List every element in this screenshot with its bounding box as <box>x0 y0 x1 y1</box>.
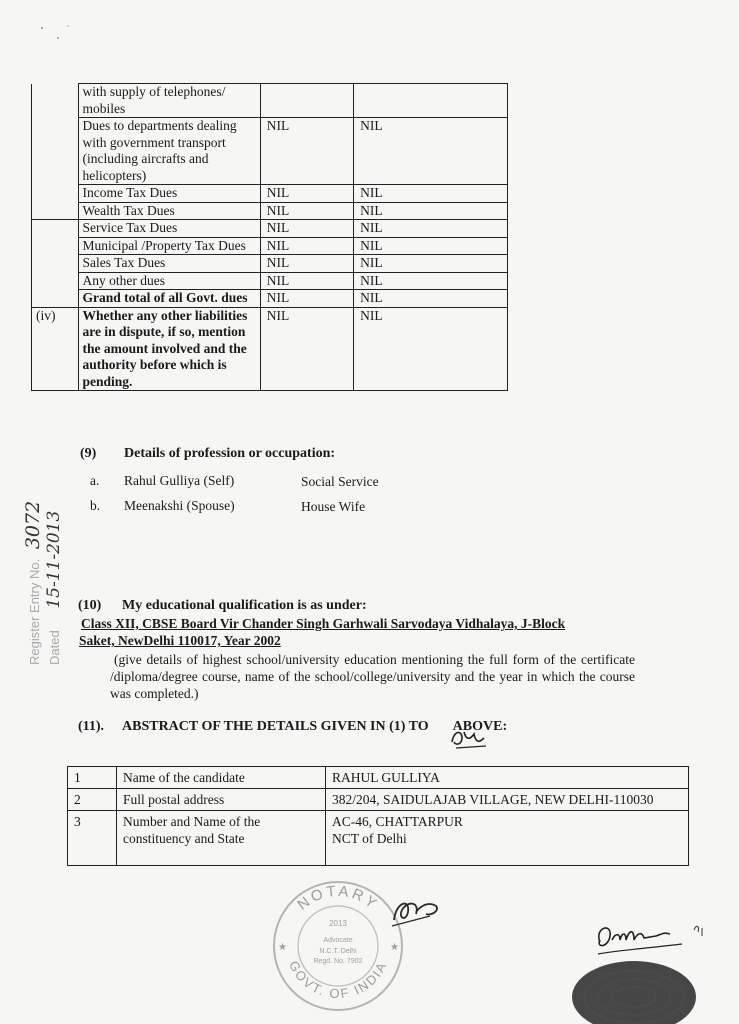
liability-row <box>32 307 508 391</box>
abstract-row-label: Name of the candidate <box>117 767 326 789</box>
liabilities-table <box>31 83 508 391</box>
liability-row-value <box>354 84 508 118</box>
abstract-row-value <box>326 767 689 789</box>
liability-row-value: NIL <box>260 237 353 255</box>
liability-row-value: NIL <box>354 237 508 255</box>
qualification-note: (give details of highest school/university education mentioning the full form of the certificate /diploma/degree course, name of the school/college/university and the year in which the course was completed.) <box>110 652 635 701</box>
liability-row-value: NIL <box>260 290 353 308</box>
seal-line1: Advocate <box>323 937 353 944</box>
liability-row-value: NIL <box>260 118 353 185</box>
liability-row-value: NIL <box>354 290 508 308</box>
liability-row-value: NIL <box>260 255 353 273</box>
liability-row-number <box>32 118 79 185</box>
liability-row-value <box>260 84 353 118</box>
liability-row <box>32 118 508 185</box>
liability-row <box>32 202 508 220</box>
section9-item-b-letter: b. <box>90 498 101 513</box>
liability-row <box>32 185 508 203</box>
liability-row-value: NIL <box>354 307 508 391</box>
liability-row-label: Wealth Tax Dues <box>78 202 260 220</box>
register-entry-line <box>22 501 44 665</box>
section9-item-b-occupation: House Wife <box>301 499 366 514</box>
register-entry-label: Register Entry No. <box>27 558 42 665</box>
abstract-value-line1: AC-46, CHATTARPUR <box>332 814 463 829</box>
thumb-impression <box>568 955 700 1024</box>
liability-row-number <box>32 290 79 308</box>
liability-row <box>32 272 508 290</box>
dated-line <box>44 501 64 665</box>
liability-row-value: NIL <box>354 255 508 273</box>
section9-title: Details of profession or occupation: <box>124 446 336 461</box>
liability-row-value: NIL <box>354 185 508 203</box>
qualification-line2: Saket, NewDelhi 110017, Year 2002 <box>79 633 281 648</box>
section11-title-part1: ABSTRACT OF THE DETAILS GIVEN IN (1) TO <box>122 719 429 734</box>
liability-row-label: Dues to departments dealing with government transport (including aircrafts and helicopters) <box>78 118 260 185</box>
abstract-row <box>68 811 689 866</box>
register-entry-number: 3072 <box>22 500 44 550</box>
liability-row-label: Income Tax Dues <box>78 185 260 203</box>
section9-item-a-occupation: Social Service <box>301 474 379 489</box>
section11-number: (11). <box>78 719 105 734</box>
liability-row-label: Sales Tax Dues <box>78 255 260 273</box>
liability-row-number <box>32 237 79 255</box>
register-entry-stamp <box>22 501 64 665</box>
abstract-row-label: Full postal address <box>117 789 326 811</box>
abstract-table <box>67 766 689 866</box>
abstract-row <box>68 767 689 789</box>
abstract-row-number: 2 <box>68 789 117 811</box>
abstract-row-label: Number and Name of the constituency and State <box>117 811 326 866</box>
liability-row-label: Municipal /Property Tax Dues <box>78 237 260 255</box>
liability-row-label: Service Tax Dues <box>78 220 260 238</box>
liability-row-number: (iv) <box>32 307 79 391</box>
liability-row <box>32 220 508 238</box>
liability-row <box>32 255 508 273</box>
abstract-row-number: 3 <box>68 811 117 866</box>
abstract-row <box>68 789 689 811</box>
liability-row-value: NIL <box>260 202 353 220</box>
seal-bottom-text: GOVT. OF INDIA <box>286 958 390 1002</box>
liability-row-value: NIL <box>260 307 353 391</box>
dated-label: Dated <box>47 630 62 665</box>
seal-star-icon: ★ <box>390 942 399 953</box>
liability-row <box>32 237 508 255</box>
abstract-value-line2: NCT of Delhi <box>332 831 407 846</box>
abstract-value-line1: RAHUL GULLIYA <box>332 770 440 785</box>
liability-row-number <box>32 84 79 118</box>
liability-row-label: Grand total of all Govt. dues <box>78 290 260 308</box>
section10-number: (10) <box>78 598 102 613</box>
section10-title: My educational qualification is as under: <box>122 598 367 613</box>
liability-row-value: NIL <box>260 272 353 290</box>
scan-speck-decoration <box>38 22 78 52</box>
notary-initials-signature <box>386 892 446 932</box>
liability-row-number <box>32 255 79 273</box>
liability-row-value: NIL <box>354 118 508 185</box>
section11-title-part2: ABOVE: <box>452 719 508 734</box>
section9-item-a-letter: a. <box>90 473 100 488</box>
abstract-value-line1: 382/204, SAIDULAJAB VILLAGE, NEW DELHI-110030 <box>332 792 654 807</box>
seal-line3: Regd. No. 7902 <box>313 958 363 965</box>
liability-row-number <box>32 202 79 220</box>
section9-number: (9) <box>80 446 97 461</box>
liability-row-value: NIL <box>354 220 508 238</box>
liability-row-value: NIL <box>354 272 508 290</box>
liability-row-number <box>32 272 79 290</box>
section9-item-a-name: Rahul Gulliya (Self) <box>124 473 235 488</box>
liability-row <box>32 84 508 118</box>
seal-line2: N.C.T. Delhi <box>319 948 357 955</box>
abstract-row-value <box>326 811 689 866</box>
dated-value: 15-11-2013 <box>44 510 64 609</box>
seal-star-icon: ★ <box>278 942 287 953</box>
liability-row-number <box>32 220 79 238</box>
liability-row-value: NIL <box>260 185 353 203</box>
qualification-line1: Class XII, CBSE Board Vir Chander Singh Garhwali Sarvodaya Vidhalaya, J-Block <box>81 616 566 631</box>
handwritten-initial-mark <box>448 726 488 752</box>
abstract-row-number: 1 <box>68 767 117 789</box>
liability-row-value: NIL <box>260 220 353 238</box>
liability-row-number <box>32 185 79 203</box>
seal-year: 2013 <box>329 919 347 928</box>
seal-top-text: NOTARY <box>294 882 382 914</box>
liability-row-label: Whether any other liabilities are in dispute, if so, mention the amount involved and the authority before which is pending. <box>78 307 260 391</box>
liability-row-label: with supply of telephones/ mobiles <box>78 84 260 118</box>
abstract-row-value <box>326 789 689 811</box>
liability-row <box>32 290 508 308</box>
liability-row-value: NIL <box>354 202 508 220</box>
section9-item-b-name: Meenakshi (Spouse) <box>124 498 235 513</box>
liability-row-label: Any other dues <box>78 272 260 290</box>
